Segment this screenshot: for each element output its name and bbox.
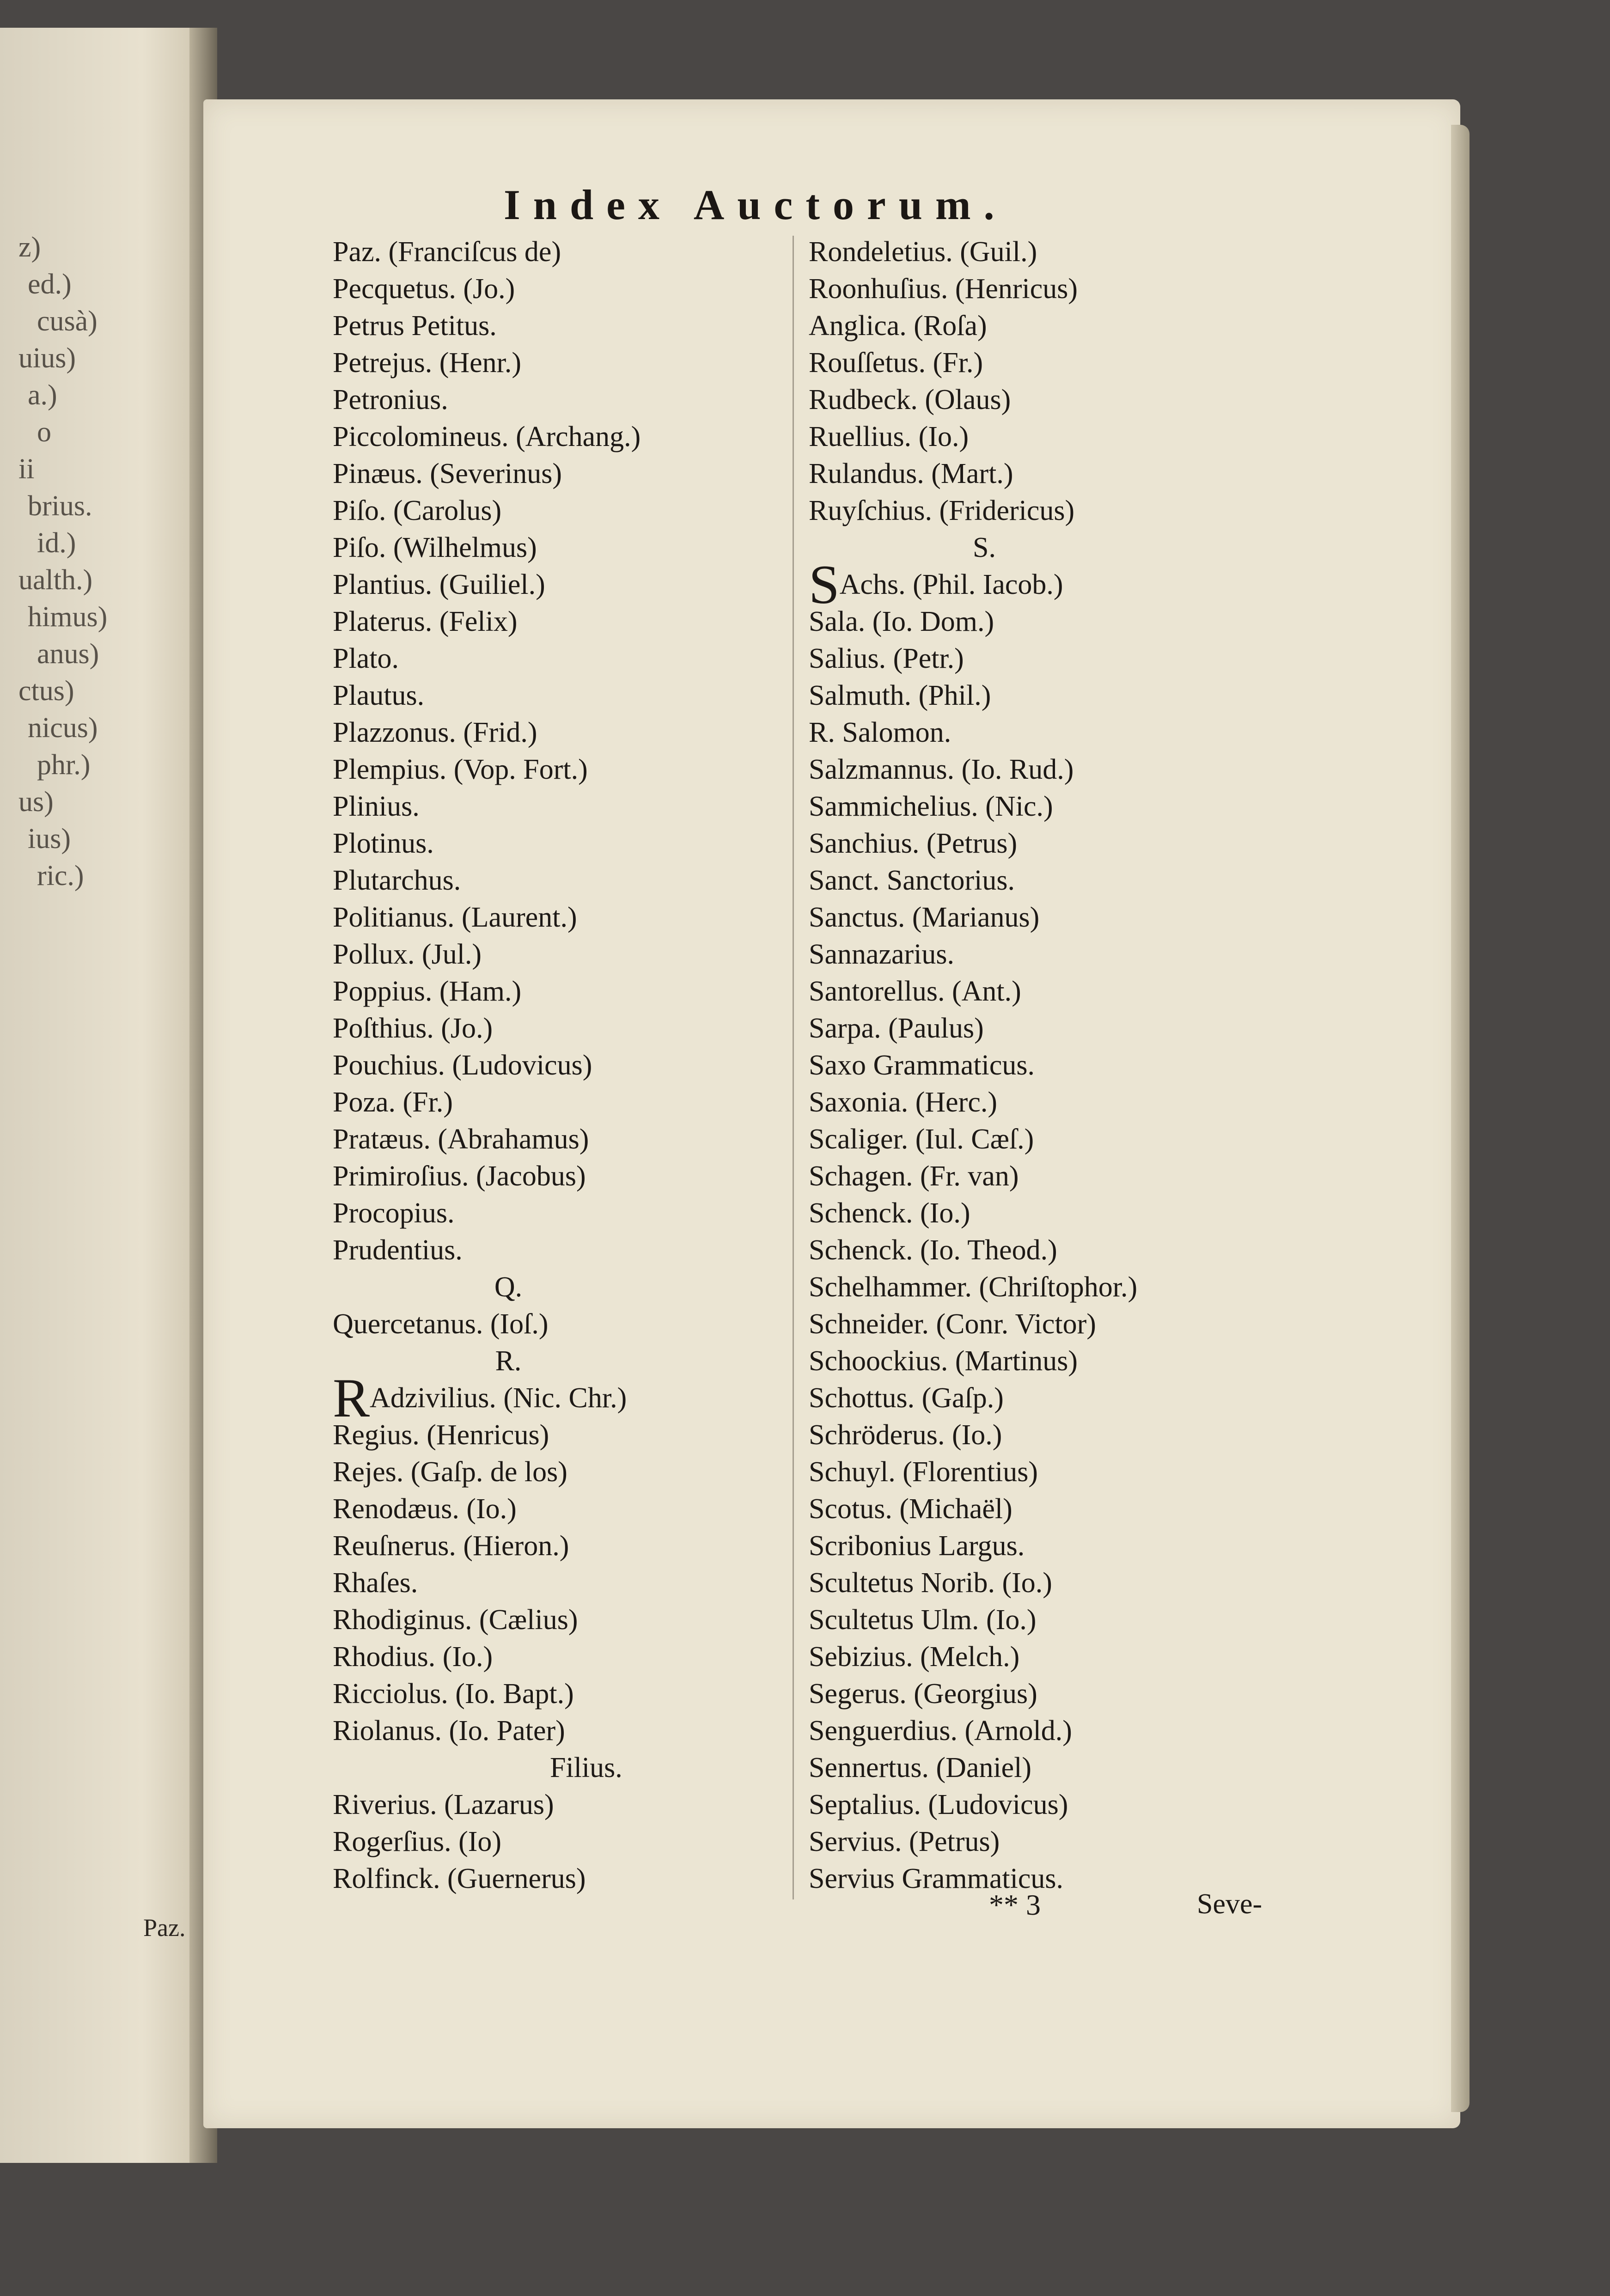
index-entry: Schröderus. (Io.) [809,1419,1002,1451]
index-entry: Procopius. [333,1197,455,1229]
facing-page-catchword: Paz. [143,1914,186,1942]
index-entry: Schenck. (Io.) [809,1197,970,1229]
index-entry: Scaliger. (Iul. Cæſ.) [809,1124,1034,1155]
facing-page-fragment: o [37,416,51,448]
facing-page-fragment: ric.) [37,860,84,892]
index-entry: Senguerdius. (Arnold.) [809,1715,1072,1746]
index-entry: Plantius. (Guiliel.) [333,569,545,600]
facing-page-fragment: id.) [37,527,76,559]
index-entry: Poſthius. (Jo.) [333,1013,493,1044]
index-entry: Schottus. (Gaſp.) [809,1382,1004,1414]
index-entry: Scultetus Norib. (Io.) [809,1567,1052,1599]
index-entry: Platerus. (Felix) [333,606,518,637]
facing-page-fragment: a.) [28,379,57,411]
facing-page [0,28,203,2163]
signature-mark: ** 3 [989,1888,1041,1921]
index-entry: R. Salomon. [809,717,951,748]
index-entry: Servius. (Petrus) [809,1826,1000,1857]
index-entry: Schneider. (Conr. Victor) [809,1308,1096,1340]
index-entry: Sanctus. (Marianus) [809,902,1040,933]
index-entry: Schelhammer. (Chriſtophor.) [809,1271,1138,1303]
index-entry: Rouſſetus. (Fr.) [809,347,983,379]
index-entry: Scotus. (Michaël) [809,1493,1012,1525]
facing-page-fragment: anus) [37,638,99,670]
index-entry: Filius. [550,1752,622,1783]
index-entry: Petronius. [333,384,448,415]
facing-page-fragment: cusà) [37,305,98,337]
index-entry: Poza. (Fr.) [333,1087,453,1118]
catchword: Seve- [1197,1888,1262,1920]
facing-page-fragment: ius) [28,823,71,855]
index-entry: Reuſnerus. (Hieron.) [333,1530,569,1562]
index-entry: Santorellus. (Ant.) [809,976,1021,1007]
index-entry: Septalius. (Ludovicus) [809,1789,1068,1820]
index-entry: Saxo Grammaticus. [809,1050,1035,1081]
index-entry: Servius Grammaticus. [809,1863,1064,1894]
index-entry: Scribonius Largus. [809,1530,1025,1562]
index-entry: Sannazarius. [809,939,955,970]
index-entry: Scultetus Ulm. (Io.) [809,1604,1037,1636]
facing-page-fragment: ii [18,453,35,485]
facing-page-fragment: ctus) [18,675,74,707]
section-letter-s: S. [973,532,996,563]
index-entry: Ricciolus. (Io. Bapt.) [333,1678,574,1710]
facing-page-fragment: himus) [28,601,108,633]
index-entry: Plempius. (Vop. Fort.) [333,754,588,785]
right-column [809,233,1271,1897]
index-entry: Piccolomineus. (Archang.) [333,421,641,452]
index-entry: Riverius. (Lazarus) [333,1789,554,1820]
facing-page-fragment: brius. [28,490,92,522]
index-entry: Salius. (Petr.) [809,643,964,674]
index-entry: Paz. (Franciſcus de) [333,236,561,268]
index-entry: Pratæus. (Abrahamus) [333,1124,589,1155]
index-entry: Rogerſius. (Io) [333,1826,502,1857]
index-entry: Rhaſes. [333,1567,418,1599]
facing-page-fragment: ed.) [28,269,72,300]
index-entry: Plautus. [333,680,425,711]
index-entry: Saxonia. (Herc.) [809,1087,997,1118]
left-column [333,233,795,1897]
index-entry: Anglica. (Roſa) [809,310,987,342]
index-entry: Renodæus. (Io.) [333,1493,517,1525]
index-entry: Plato. [333,643,399,674]
page-title: Index Auctorum. [504,181,1007,228]
index-entry-drop-cap [809,554,1271,615]
index-entry: Pollux. (Jul.) [333,939,482,970]
index-entry: Poppius. (Ham.) [333,976,522,1007]
index-entry: Sammichelius. (Nic.) [809,791,1053,822]
index-entry: Riolanus. (Io. Pater) [333,1715,565,1746]
index-entry: Sala. (Io. Dom.) [809,606,994,637]
index-entry: Sarpa. (Paulus) [809,1013,984,1044]
index-entry: Sanchius. (Petrus) [809,828,1018,859]
index-entry: Rudbeck. (Olaus) [809,384,1011,415]
index-entry: Ruellius. (Io.) [809,421,969,452]
index-entry: Schoockius. (Martinus) [809,1345,1078,1377]
index-entry: Sebizius. (Melch.) [809,1641,1020,1673]
index-entry: Petrejus. (Henr.) [333,347,522,379]
section-letter-q: Q. [494,1271,523,1303]
index-entry: Piſo. (Carolus) [333,495,502,526]
index-entry: Schenck. (Io. Theod.) [809,1234,1057,1266]
index-entry: Rhodius. (Io.) [333,1641,493,1673]
page-edge [1451,125,1470,2112]
index-entry: Plazzonus. (Frid.) [333,717,537,748]
facing-page-fragment: phr.) [37,749,91,781]
index-entry: Ruyſchius. (Fridericus) [809,495,1075,526]
index-entry: Schuyl. (Florentius) [809,1456,1038,1488]
index-entry-drop-cap [333,1367,795,1429]
index-entry: Schagen. (Fr. van) [809,1160,1019,1192]
index-entry: Piſo. (Wilhelmus) [333,532,537,563]
index-entry: Petrus Petitus. [333,310,497,342]
index-entry: Rulandus. (Mart.) [809,458,1013,489]
index-entry: Plinius. [333,791,420,822]
facing-page-fragment: uius) [18,342,76,374]
index-entry: Sennertus. (Daniel) [809,1752,1032,1783]
index-entry: Plotinus. [333,828,434,859]
index-entry: Segerus. (Georgius) [809,1678,1037,1710]
index-entry: Salmuth. (Phil.) [809,680,991,711]
drop-cap: S [809,554,840,615]
facing-page-fragment: nicus) [28,712,98,744]
index-entry: Politianus. (Laurent.) [333,902,577,933]
index-entry: Roonhuſius. (Henricus) [809,273,1078,305]
index-entry-text: Achs. (Phil. Iacob.) [839,569,1063,600]
index-entry: Primiroſius. (Jacobus) [333,1160,586,1192]
index-entry: Rondeletius. (Guil.) [809,236,1037,268]
facing-page-text [0,231,194,897]
index-entry: Pinæus. (Severinus) [333,458,562,489]
index-entry: Sanct. Sanctorius. [809,865,1015,896]
index-entry: Plutarchus. [333,865,461,896]
index-entry: Rolfinck. (Guernerus) [333,1863,586,1894]
index-entry: Quercetanus. (Ioſ.) [333,1308,549,1340]
index-entry: Rejes. (Gaſp. de los) [333,1456,567,1488]
section-letter-r: R. [495,1345,522,1377]
facing-page-fragment: z) [18,232,41,263]
facing-page-fragment: ualth.) [18,564,93,596]
index-entry: Regius. (Henricus) [333,1419,549,1451]
index-entry: Rhodiginus. (Cælius) [333,1604,578,1636]
facing-page-fragment: us) [18,786,54,818]
index-entry: Salzmannus. (Io. Rud.) [809,754,1074,785]
index-entry: Pouchius. (Ludovicus) [333,1050,592,1081]
drop-cap: R [333,1367,370,1429]
index-entry-text: Adzivilius. (Nic. Chr.) [370,1382,627,1414]
index-entry: Prudentius. [333,1234,463,1266]
index-entry: Pecquetus. (Jo.) [333,273,515,305]
